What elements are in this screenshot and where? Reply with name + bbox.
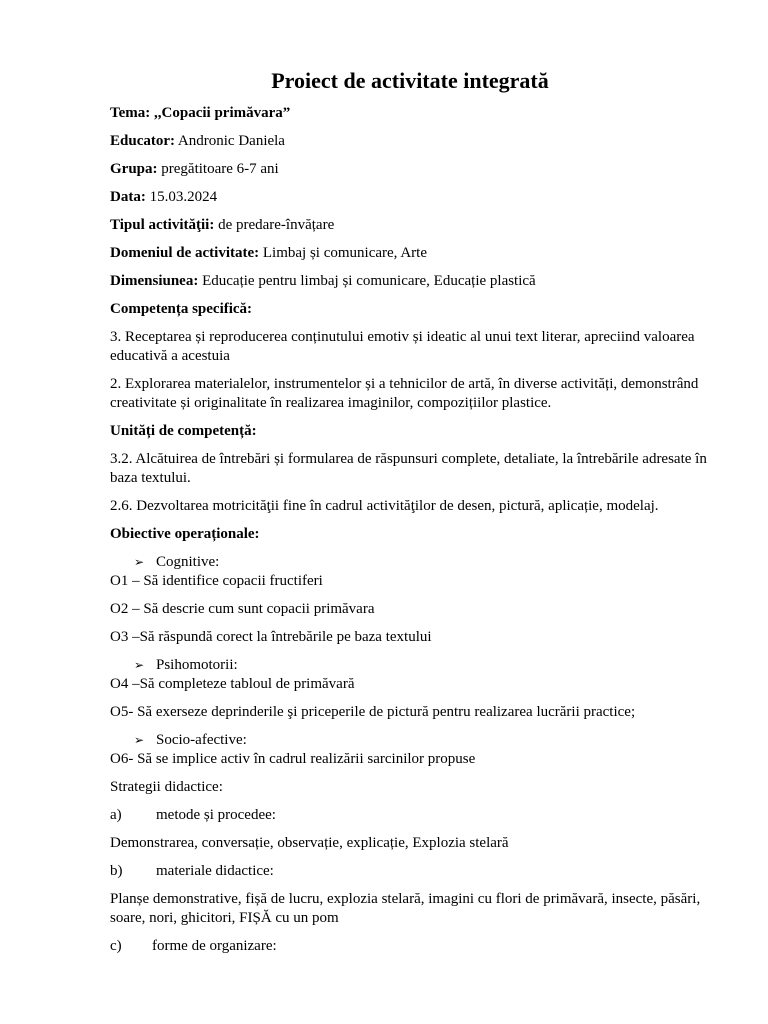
competenta-heading: Competența specifică:: [110, 301, 253, 317]
enum-label: forme de organizare:: [152, 938, 277, 954]
objective-o3: O3 –Să răspundă corect la întrebările pe baza textului: [110, 629, 432, 645]
objective-o5: O5- Să exerseze deprinderile şi priceperile de pictură pentru realizarea lucrării practice;: [110, 704, 636, 720]
unitati-item: 2.6. Dezvoltarea motricităţii fine în cadrul activităţilor de desen, pictură, aplicație, modelaj.: [110, 498, 659, 514]
data-value: 15.03.2024: [145, 189, 218, 205]
enum-letter: c): [110, 938, 122, 954]
field-domeniul: [110, 244, 710, 263]
field-grupa: [110, 160, 710, 179]
obiective-heading: Obiective operaționale:: [110, 526, 260, 542]
enum-letter: b): [110, 863, 123, 879]
tema-label: Tema:: [110, 105, 151, 121]
field-tema: [110, 104, 710, 123]
enum-label: metode și procedee:: [156, 807, 276, 823]
dimensiunea-label: Dimensiunea:: [110, 273, 199, 289]
educator-label: Educator:: [110, 133, 175, 149]
field-educator: [110, 132, 710, 151]
arrow-bullet-icon: ➢: [134, 658, 145, 672]
arrow-bullet-icon: ➢: [134, 733, 145, 747]
enum-c: [110, 937, 708, 956]
tema-value: ,,Copacii primăvara”: [154, 105, 291, 121]
bullet-psihomotorii: [110, 656, 708, 675]
bullet-label: Psihomotorii:: [156, 657, 238, 673]
field-data: [110, 188, 710, 207]
competenta-item: 3. Receptarea și reproducerea conținutului emotiv și ideatic al unui text literar, apreciind valoarea educativă a acestuia: [110, 329, 695, 364]
competenta-item: 2. Explorarea materialelor, instrumentelor și a tehnicilor de artă, în diverse activități, demonstrând creativitate și originalitate în realizarea imaginilor, compozițiilor plastice.: [110, 376, 699, 411]
enum-b: [110, 862, 708, 881]
domeniul-value: Limbaj și comunicare, Arte: [259, 245, 428, 261]
bullet-label: Cognitive:: [156, 554, 220, 570]
dimensiunea-value: Educație pentru limbaj și comunicare, Educație plastică: [198, 273, 536, 289]
grupa-value: pregătitoare 6-7 ani: [157, 161, 279, 177]
arrow-bullet-icon: ➢: [134, 555, 145, 569]
objective-o1: O1 – Să identifice copacii fructiferi: [110, 573, 323, 589]
unitati-item: 3.2. Alcătuirea de întrebări și formularea de răspunsuri complete, detaliate, la întrebările adresate în baza textului.: [110, 451, 707, 486]
tipul-value: de predare-învățare: [214, 217, 335, 233]
tipul-label: Tipul activităţii:: [110, 217, 215, 233]
domeniul-label: Domeniul de activitate:: [110, 245, 260, 261]
bullet-label: Socio-afective:: [156, 732, 247, 748]
enum-letter: a): [110, 807, 122, 823]
field-tipul: [110, 216, 710, 235]
page-title: Proiect de activitate integrată: [271, 68, 549, 93]
objective-o2: O2 – Să descrie cum sunt copacii primăvara: [110, 601, 375, 617]
unitati-heading: Unități de competență:: [110, 423, 257, 439]
objective-o6: O6- Să se implice activ în cadrul realizării sarcinilor propuse: [110, 751, 476, 767]
field-dimensiunea: [110, 272, 710, 291]
objective-o4: O4 –Să completeze tabloul de primăvară: [110, 676, 355, 692]
strategii-a-text: Demonstrarea, conversație, observație, explicație, Explozia stelară: [110, 835, 509, 851]
bullet-cognitive: [110, 553, 708, 572]
strategii-b-text: Planșe demonstrative, fișă de lucru, explozia stelară, imagini cu flori de primăvară, insecte, păsări, soare, nori, ghicitori, FIȘĂ cu un pom: [110, 891, 701, 926]
enum-a: [110, 806, 708, 825]
enum-label: materiale didactice:: [156, 863, 274, 879]
data-label: Data:: [110, 189, 146, 205]
grupa-label: Grupa:: [110, 161, 158, 177]
educator-value: Andronic Daniela: [175, 133, 285, 149]
strategii-heading: Strategii didactice:: [110, 779, 223, 795]
bullet-socio-afective: [110, 731, 708, 750]
